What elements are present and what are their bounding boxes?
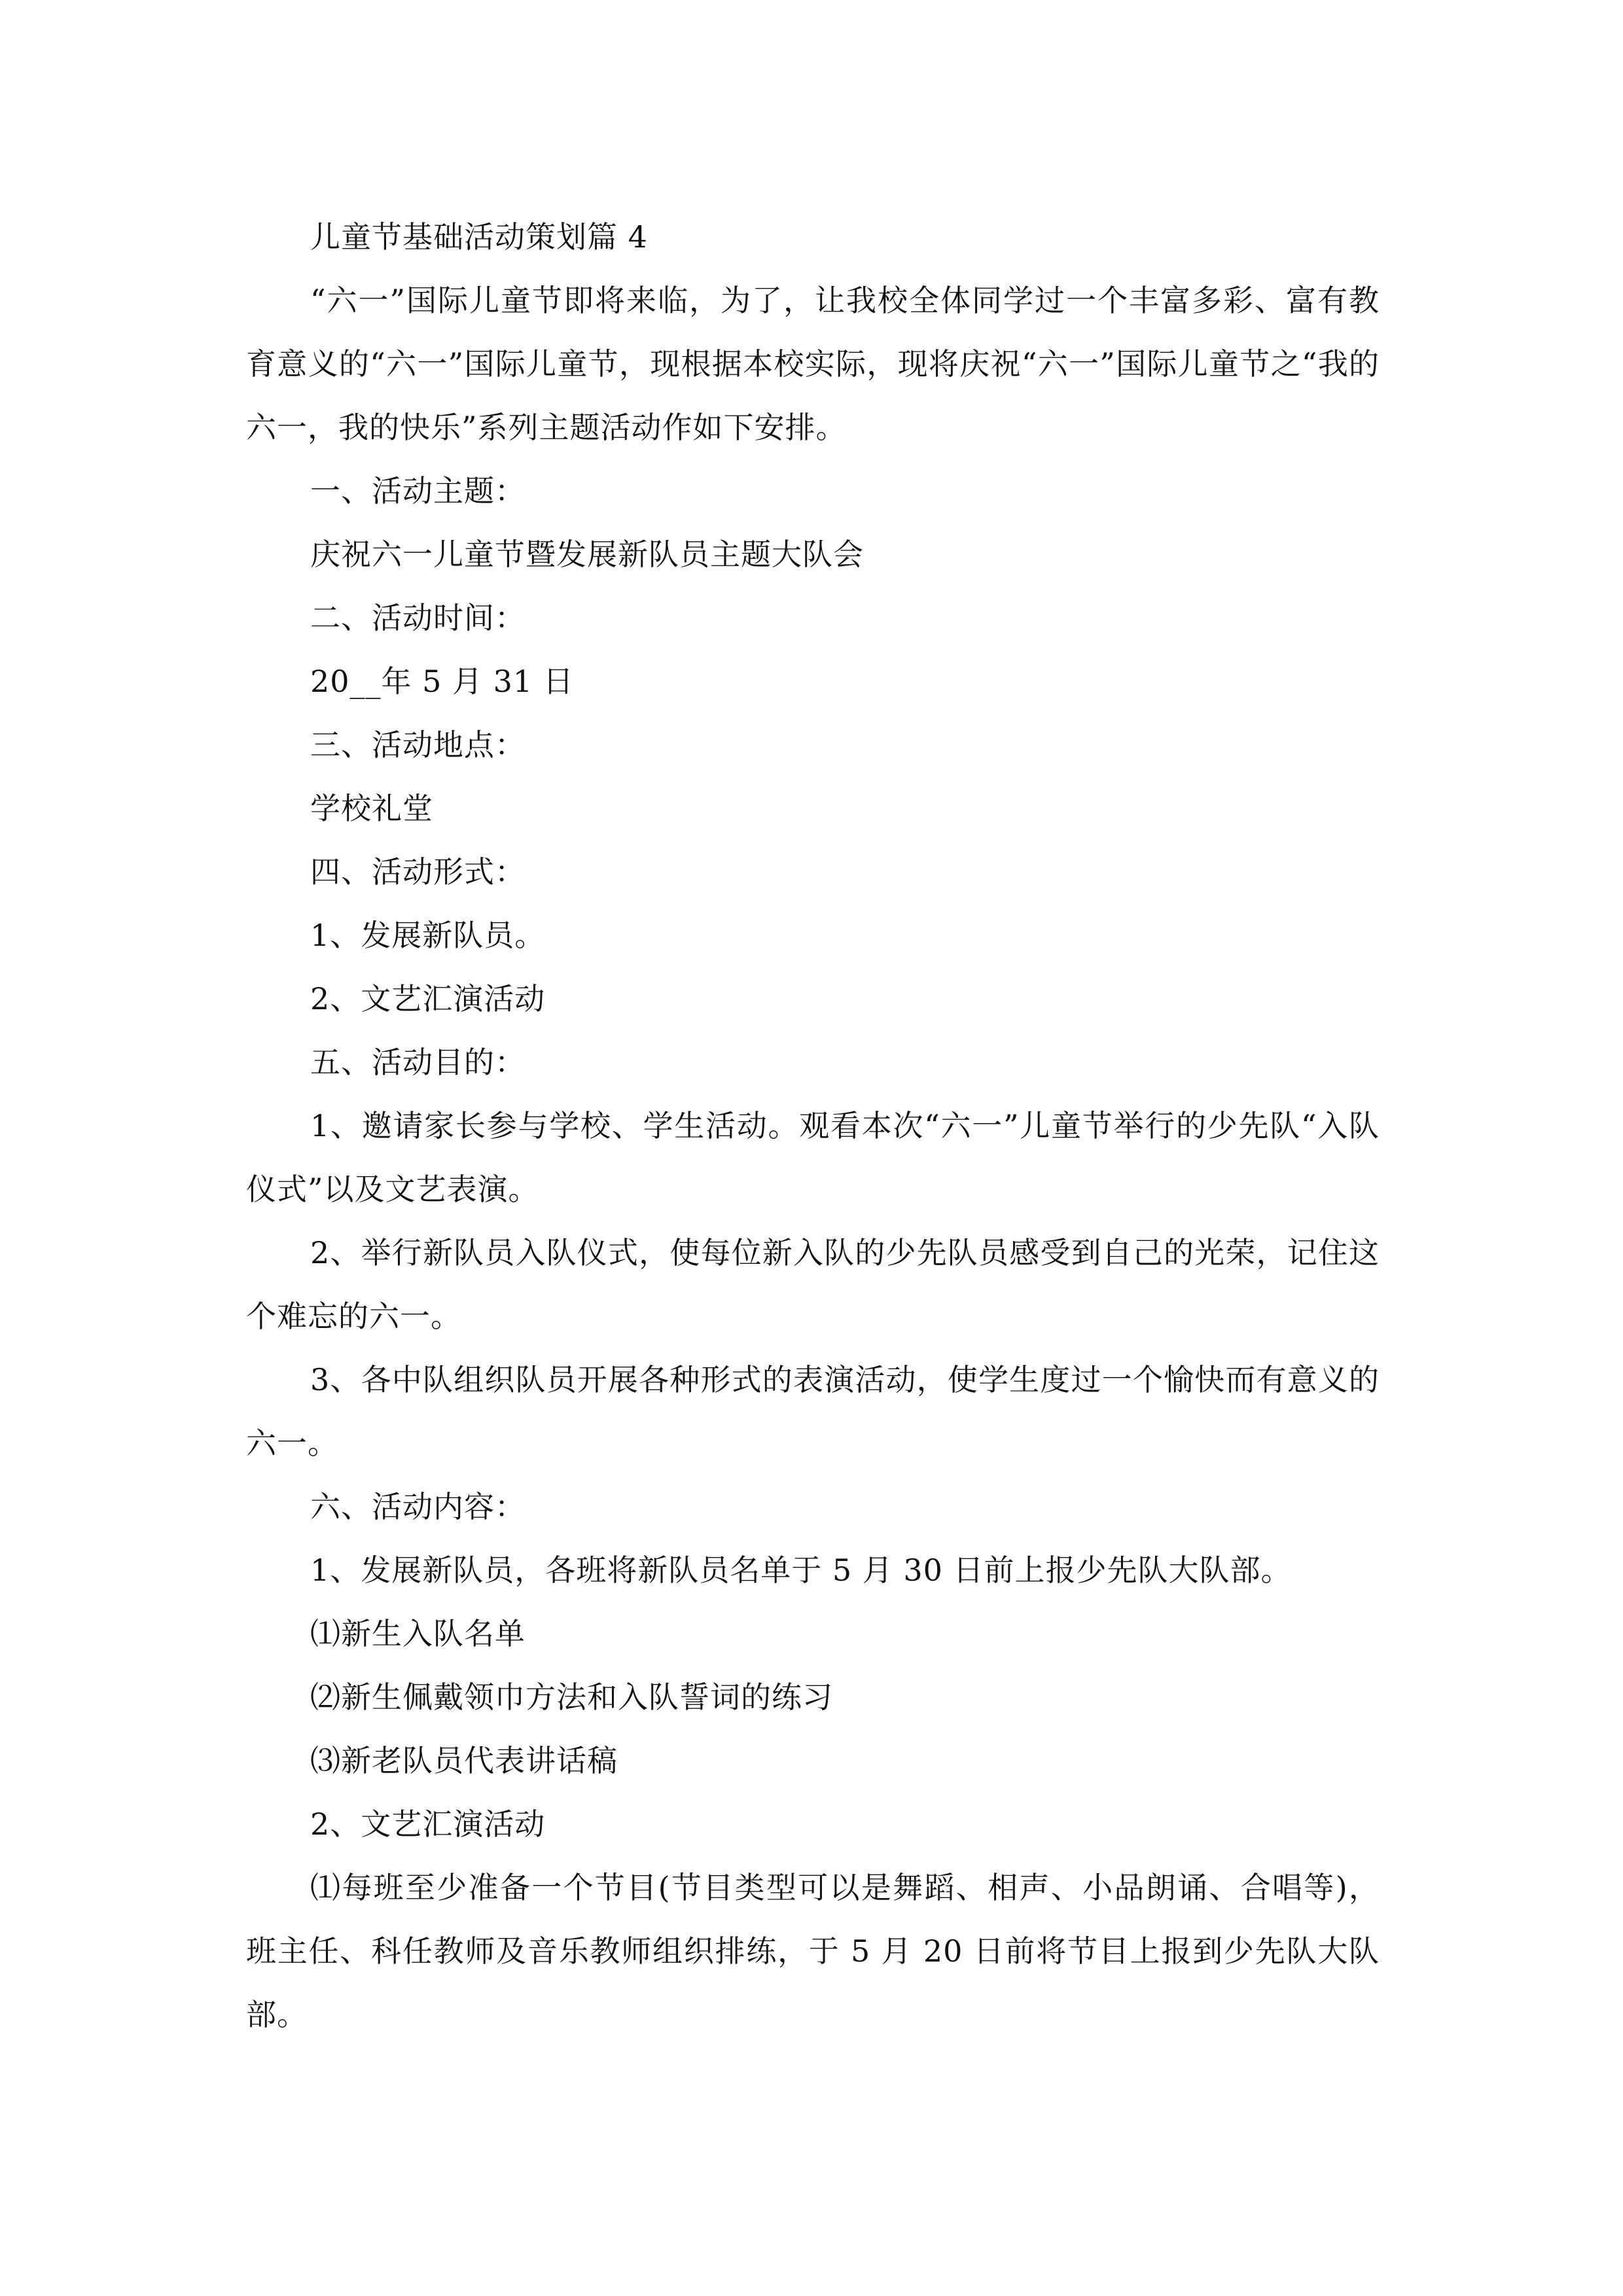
- list-item-content-2: 2、文艺汇演活动: [310, 1806, 546, 1842]
- document-title: 儿童节基础活动策划篇 4: [310, 219, 648, 255]
- list-item-content-1: 1、发展新队员，各班将新队员名单于 5 月 30 日前上报少先队大队部。: [310, 1552, 1292, 1588]
- section-heading-time: 二、活动时间：: [310, 600, 526, 636]
- paragraph-time: 20__年 5 月 31 日: [310, 664, 574, 699]
- sub-item-content-2-1: ⑴每班至少准备一个节目(节目类型可以是舞蹈、相声、小品朗诵、合唱等)，班主任、科任教师及音乐教师组织排练，于 5 月 20 日前将节目上报到少先队大队部。: [246, 1870, 1380, 2032]
- sub-item-content-1-3: ⑶新老队员代表讲话稿: [310, 1743, 618, 1778]
- sub-item-content-1-1: ⑴新生入队名单: [310, 1616, 526, 1651]
- paragraph-intro: “六一”国际儿童节即将来临，为了，让我校全体同学过一个丰富多彩、富有教育意义的“六一”国际儿童节，现根据本校实际，现将庆祝“六一”国际儿童节之“我的六一，我的快乐”系列主题活动作如下安排。: [246, 283, 1380, 445]
- list-item-format-2: 2、文艺汇演活动: [310, 981, 546, 1016]
- section-heading-location: 三、活动地点：: [310, 727, 526, 762]
- document-body: [246, 206, 1380, 2047]
- section-heading-content: 六、活动内容：: [310, 1489, 526, 1524]
- paragraph-location: 学校礼堂: [310, 791, 433, 826]
- list-item-format-1: 1、发展新队员。: [310, 918, 546, 953]
- paragraph-theme: 庆祝六一儿童节暨发展新队员主题大队会: [310, 537, 864, 572]
- section-heading-purpose: 五、活动目的：: [310, 1045, 526, 1080]
- list-item-purpose-3: 3、各中队组织队员开展各种形式的表演活动，使学生度过一个愉快而有意义的六一。: [246, 1362, 1380, 1461]
- sub-item-content-1-2: ⑵新生佩戴领巾方法和入队誓词的练习: [310, 1679, 833, 1715]
- list-item-purpose-1: 1、邀请家长参与学校、学生活动。观看本次“六一”儿童节举行的少先队“入队仪式”以及文艺表演。: [246, 1108, 1380, 1207]
- section-heading-format: 四、活动形式：: [310, 854, 526, 889]
- list-item-purpose-2: 2、举行新队员入队仪式，使每位新入队的少先队员感受到自己的光荣，记住这个难忘的六一。: [246, 1235, 1380, 1334]
- section-heading-theme: 一、活动主题：: [310, 473, 526, 509]
